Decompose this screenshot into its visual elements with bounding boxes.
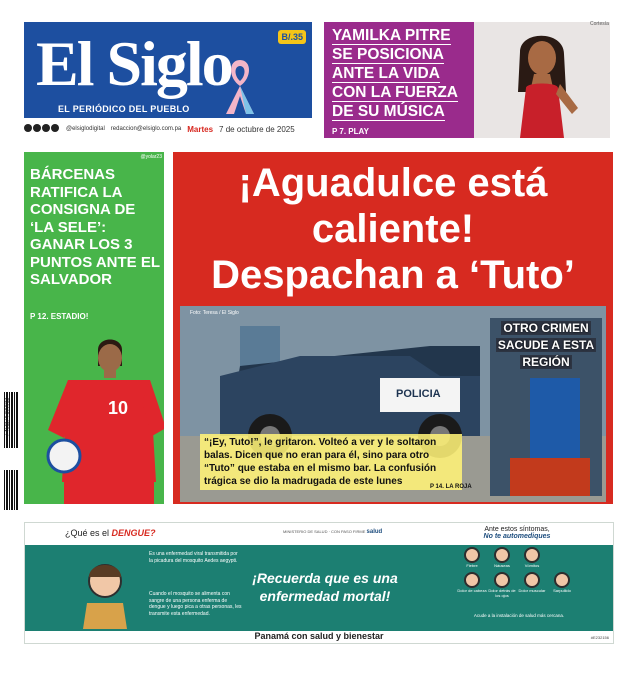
barcode-number: 7 451174 100012 [4, 397, 11, 437]
main-caption: “¡Ey, Tuto!”, le gritaron. Volteó a ver y le soltaron balas. Dicen que no eran para él, sino para otro “Tuto” que estaba en el mismo bar. La confusión trágica se dio la madrugada de este lunes [200, 434, 462, 490]
promo-page-ref: P 7. PLAY [332, 127, 369, 136]
promo-headline [332, 26, 466, 121]
promo-photo[interactable] [474, 22, 610, 138]
price-badge: B/.35 [278, 30, 306, 44]
social-icons [24, 124, 60, 134]
twitter-icon[interactable] [42, 124, 50, 132]
slogan-line: enfermedad mortal! [259, 588, 391, 604]
photo-credit: @yolar23 [140, 154, 162, 160]
face-icon [524, 547, 540, 563]
masthead[interactable] [24, 22, 312, 118]
symptom-item [517, 547, 547, 568]
symptom-item [457, 547, 487, 568]
instagram-icon[interactable] [33, 124, 41, 132]
symptom-label: Dolor muscular [518, 588, 546, 593]
promo-line: ANTE LA VIDA [332, 65, 440, 82]
face-icon [464, 547, 480, 563]
dengue-ad[interactable] [24, 522, 614, 644]
tagline: EL PERIÓDICO DEL PUEBLO [58, 104, 190, 114]
ad-slogan [215, 569, 435, 605]
face-icon [494, 572, 510, 588]
side-line: SACUDE A ESTA [497, 338, 595, 352]
ad-code: #E232156 [590, 635, 609, 640]
jersey-number: 10 [108, 398, 129, 418]
promo-story[interactable] [324, 22, 474, 138]
ad-transmission: Cuando el mosquito se alimenta con sangre de una persona enferma de dengue y luego pica a otras personas, les transmite esta enfermedad. [149, 591, 242, 617]
vehicle-label: POLICIA [396, 388, 441, 400]
email[interactable]: redaccion@elsiglo.com.pa [110, 126, 182, 132]
symptoms-grid [457, 547, 577, 598]
main-page-ref: P 14. LA ROJA [430, 484, 472, 490]
slogan-line: ¡Recuerda que es una [252, 570, 398, 586]
masthead-meta [24, 122, 324, 136]
headline-line: ¡Aguadulce está [238, 161, 548, 205]
photo-credit: Foto: Teresa / El Siglo [190, 310, 239, 316]
symptom-label: Sarpullido [553, 588, 571, 593]
face-icon [524, 572, 540, 588]
player-illustration [38, 332, 164, 504]
symptom-item [457, 572, 487, 598]
symptom-item [517, 572, 547, 598]
headline-line: caliente! [311, 207, 475, 251]
symptoms-heading: Ante estos síntomas, [484, 526, 550, 533]
face-icon [554, 572, 570, 588]
headline-line: Despachan a ‘Tuto’ [211, 253, 575, 297]
symptom-item [487, 547, 517, 568]
sports-headline: BÁRCENAS RATIFICA LA CONSIGNA DE ‘LA SELE’: GANAR LOS 3 PUNTOS ANTE EL SALVADOR [30, 166, 160, 288]
side-line: OTRO CRIMEN [503, 321, 589, 335]
ad-definition: Es una enfermedad viral transmitida por la picadura del mosquito Aedes aegypti. [149, 551, 238, 564]
symptoms-title [461, 526, 573, 540]
symptom-label: Vómitos [524, 563, 540, 568]
issue-day: Martes [187, 124, 214, 134]
symptom-item [487, 572, 517, 598]
ad-question [65, 528, 156, 538]
ministry-name: MINISTERIO DE SALUD · CON PASO FIRME [283, 529, 366, 534]
question-prefix: ¿Qué es el [65, 528, 112, 538]
sports-story[interactable] [24, 152, 164, 504]
ad-footer: Panamá con salud y bienestar [254, 631, 384, 641]
face-icon [464, 572, 480, 588]
symptom-label: Fiebre [466, 563, 478, 568]
promo-line: SE POSICIONA [332, 46, 444, 63]
ad-advice: Acude a la instalación de salud más cercana. [473, 613, 565, 618]
symptom-label: Náuseas [494, 563, 510, 568]
sick-person-icon [75, 551, 135, 629]
face-icon [494, 547, 510, 563]
symptom-item [547, 572, 577, 598]
main-headline [173, 160, 613, 298]
photo-credit: Cortesía [590, 21, 609, 27]
singer-illustration [474, 22, 610, 138]
side-line: REGIÓN [522, 355, 570, 369]
question-word: DENGUE? [111, 528, 156, 538]
promo-line: DE SU MÚSICA [332, 103, 445, 120]
barcode [4, 470, 18, 510]
symptoms-warning: No te automediques [483, 533, 551, 540]
symptom-label: Dolor detrás de los ojos [488, 588, 516, 598]
ministry-logo [283, 529, 382, 535]
symptom-item [547, 547, 577, 568]
facebook-icon[interactable] [24, 124, 32, 132]
promo-line: YAMILKA PITRE [332, 27, 451, 44]
awareness-ribbon-icon [220, 56, 260, 116]
social-handle[interactable]: @elsiglodigital [66, 126, 105, 132]
sports-page-ref: P 12. ESTADIO! [30, 312, 89, 321]
symptom-label: Dolor de cabeza [457, 588, 487, 593]
side-story[interactable] [490, 318, 602, 496]
ministry-mark: salud [366, 529, 383, 535]
youtube-icon[interactable] [51, 124, 59, 132]
logo: El Siglo [36, 28, 232, 99]
promo-line: CON LA FUERZA [332, 84, 458, 101]
side-headline [490, 320, 602, 371]
issue-date: 7 de octubre de 2025 [219, 124, 295, 134]
